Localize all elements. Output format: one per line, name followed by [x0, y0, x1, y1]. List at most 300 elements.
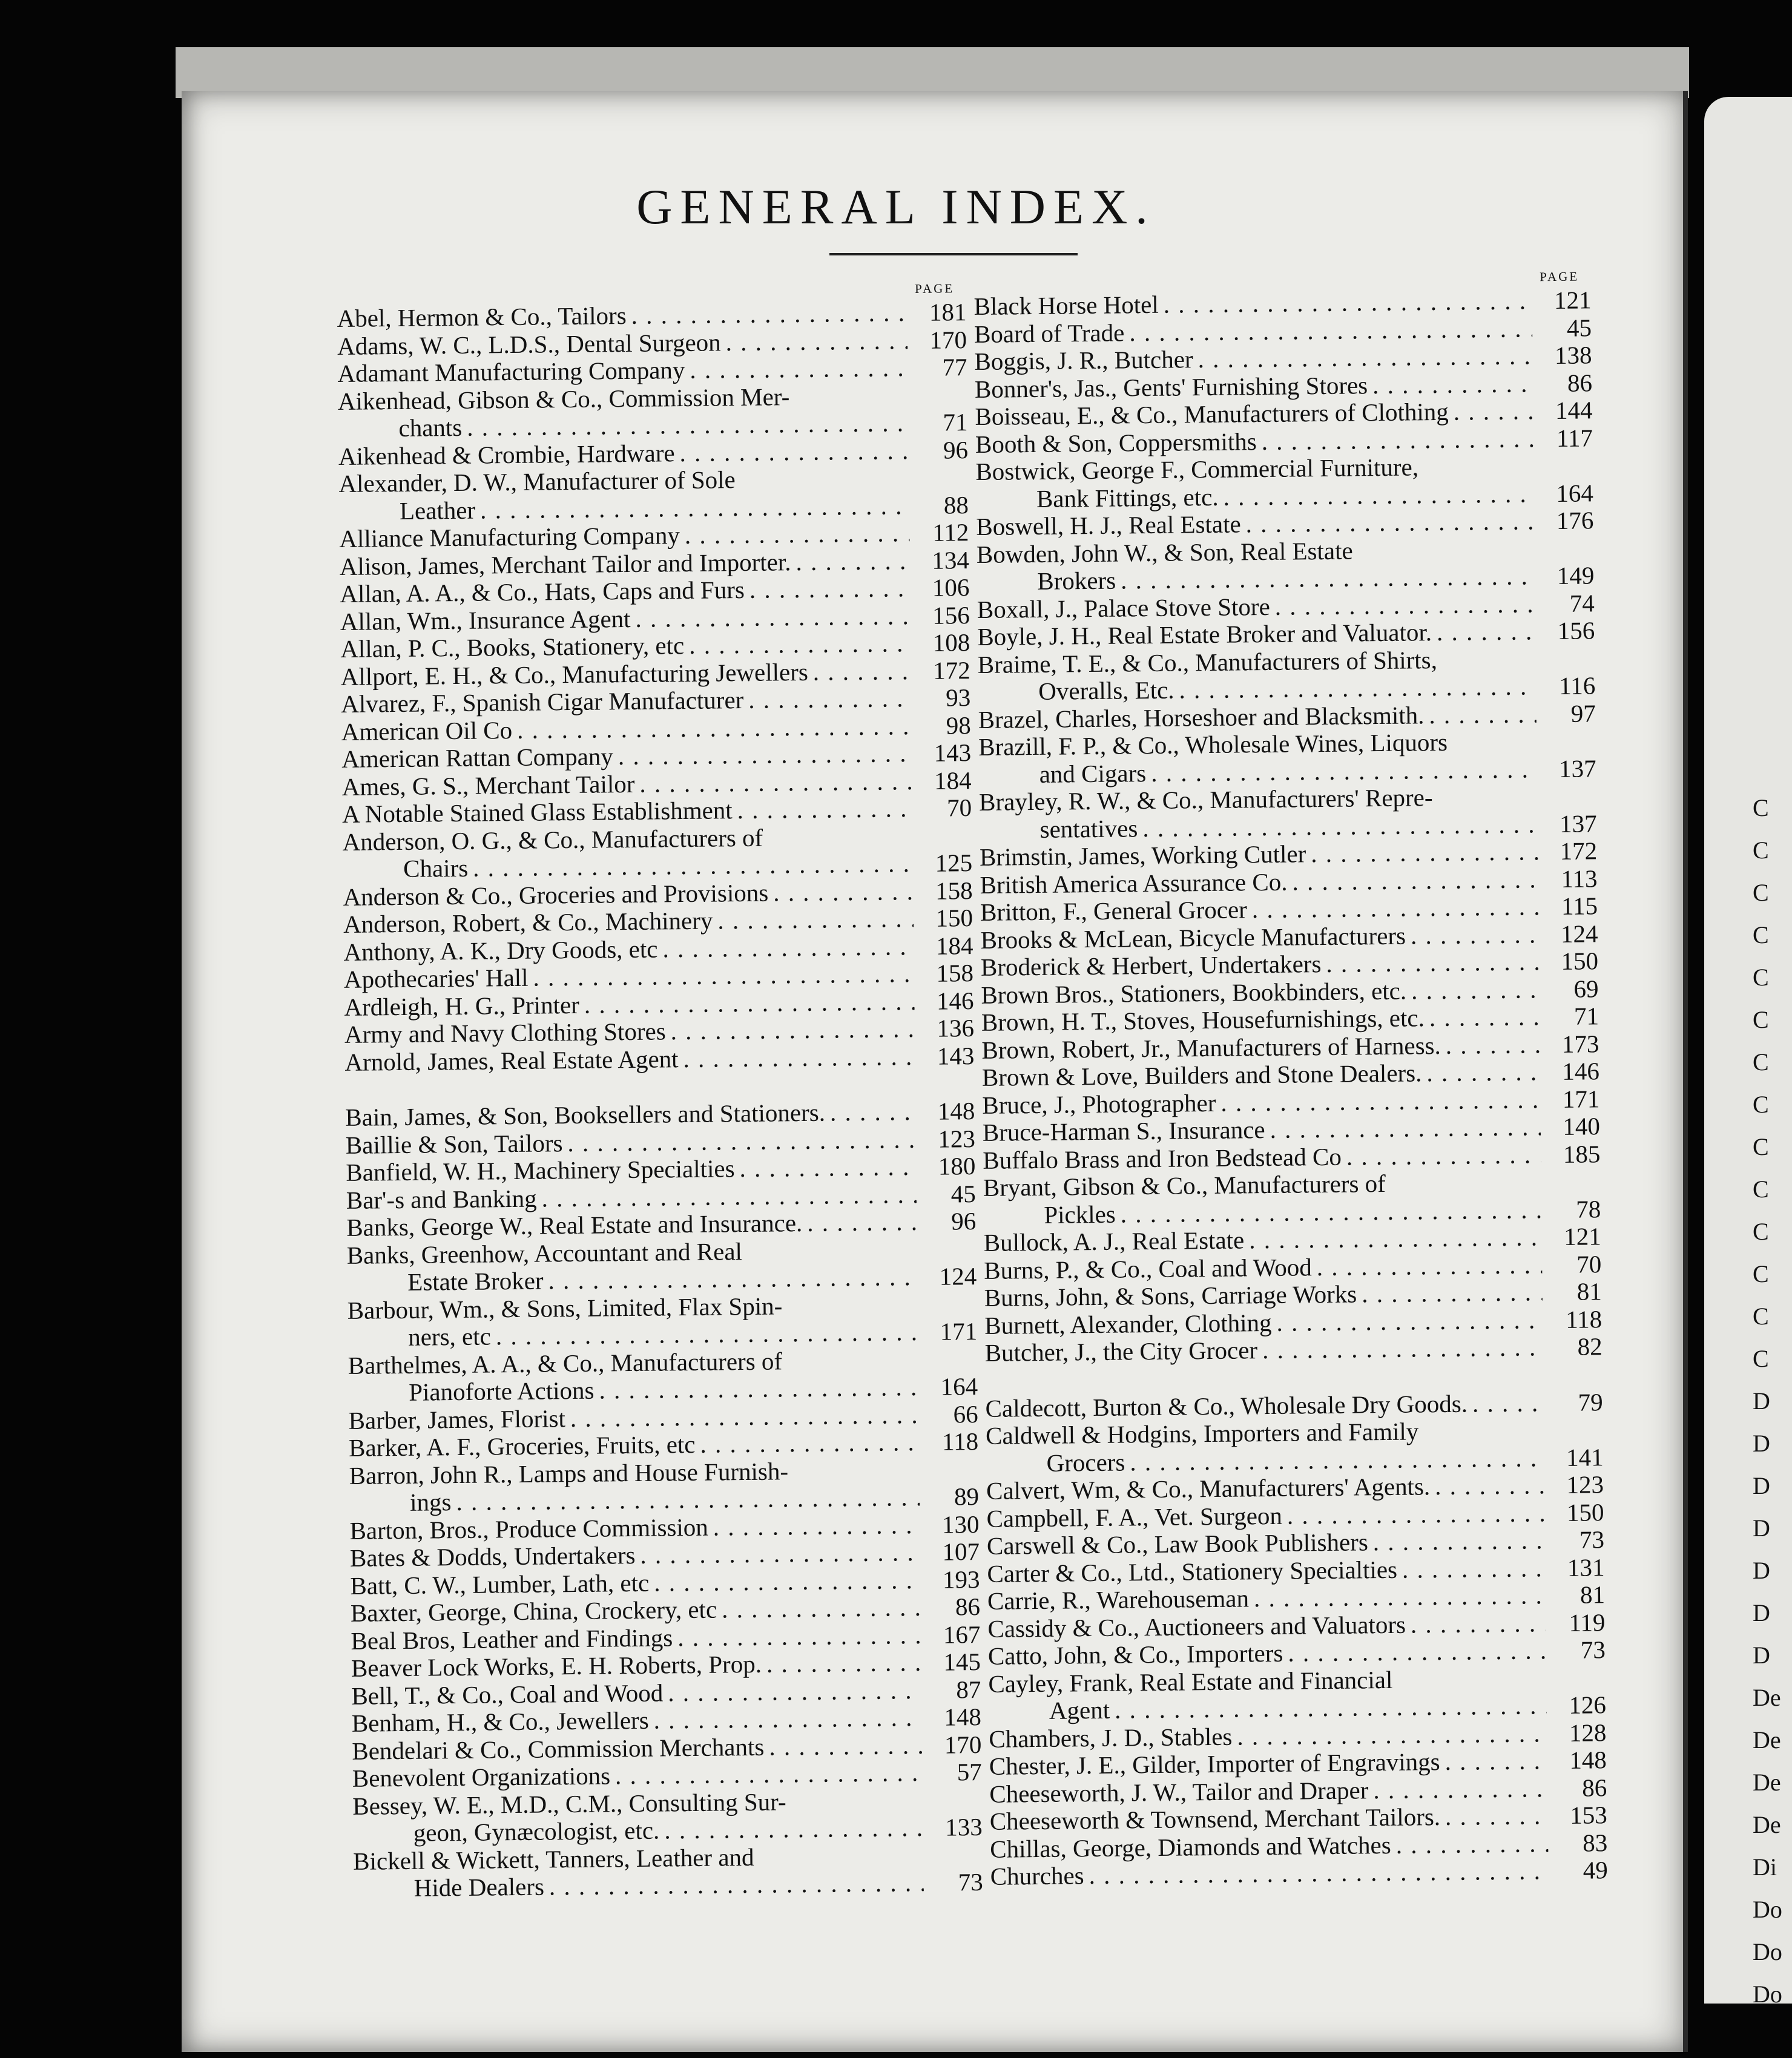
entry-text: Ames, G. S., Merchant Tailor	[341, 769, 635, 801]
leader-dots	[1444, 1747, 1547, 1775]
index-entry	[338, 464, 969, 525]
entry-page-number: 45	[1566, 313, 1592, 342]
entry-text: geon, Gynæcologist, etc.	[413, 1816, 660, 1847]
facing-page-letter: D	[1753, 1514, 1770, 1542]
entry-text: Army and Navy Clothing Stores	[344, 1017, 666, 1048]
leader-dots	[653, 1704, 922, 1734]
leader-dots	[599, 1373, 918, 1404]
leader-dots	[1292, 866, 1538, 896]
entry-text: Bonner's, Jas., Gents' Furnishing Stores	[974, 370, 1368, 403]
entry-text: Bruce, J., Photographer	[982, 1088, 1216, 1119]
leader-dots	[1275, 590, 1535, 620]
leader-dots	[1252, 893, 1539, 923]
entry-page-number: 82	[1577, 1332, 1603, 1361]
entry-text: Anderson, O. G., & Co., Manufacturers of	[342, 823, 763, 856]
entry-page-number: 71	[1573, 1002, 1599, 1030]
entry-text: Baillie & Son, Tailors	[345, 1128, 563, 1159]
leader-dots	[1411, 976, 1540, 1005]
entry-text: American Rattan Company	[341, 742, 614, 773]
leader-dots	[796, 547, 910, 576]
index-entry	[983, 1168, 1601, 1229]
leader-dots	[1130, 1444, 1544, 1476]
entry-text: Anderson & Co., Groceries and Provisions	[343, 878, 769, 911]
entry-page-number: 115	[1561, 892, 1598, 920]
entry-page-number: 123	[938, 1124, 976, 1153]
entry-text: Caldwell & Hodgins, Importers and Family	[985, 1417, 1419, 1450]
leader-dots	[1411, 1609, 1546, 1639]
leader-dots	[635, 602, 911, 633]
index-column-left	[337, 278, 983, 1902]
leader-dots	[1261, 425, 1533, 455]
entry-page-number: 86	[1582, 1773, 1607, 1802]
entry-page-number: 153	[1570, 1801, 1607, 1829]
entry-page-number: 93	[945, 683, 971, 712]
facing-page-letter: C	[1753, 1218, 1769, 1245]
leader-dots	[1472, 1389, 1544, 1418]
entry-page-number: 128	[1569, 1718, 1607, 1747]
entry-text: Bruce-Harman S., Insurance	[982, 1116, 1265, 1146]
facing-page-letter: D	[1753, 1472, 1770, 1499]
entry-text: Hide Dealers	[413, 1872, 545, 1902]
entry-page-number: 156	[932, 600, 970, 630]
leader-dots	[773, 878, 914, 907]
entry-text: Churches	[990, 1861, 1084, 1890]
entry-text: Allan, A. A., & Co., Hats, Caps and Furs	[340, 575, 745, 608]
entry-text: Alliance Manufacturing Company	[339, 521, 680, 553]
entry-page-number: 176	[1556, 506, 1594, 534]
entry-page-number: 73	[1580, 1636, 1606, 1664]
entry-text: Cayley, Frank, Real Estate and Financial	[988, 1665, 1393, 1698]
entry-text: Bank Fittings, etc.	[1036, 482, 1219, 513]
facing-page-letter: D	[1753, 1430, 1770, 1457]
leader-dots	[1346, 1141, 1541, 1171]
entry-text: Brooks & McLean, Bicycle Manufacturers	[980, 921, 1406, 954]
leader-dots	[1395, 1830, 1548, 1859]
entry-page-number: 123	[1566, 1470, 1604, 1499]
entry-page-number: 57	[957, 1757, 983, 1786]
entry-page-number: 171	[1562, 1084, 1600, 1113]
leader-dots	[496, 1318, 918, 1350]
entry-text: Beal Bros, Leather and Findings	[351, 1623, 673, 1655]
entry-text: Barton, Bros., Produce Commission	[349, 1513, 708, 1545]
entry-page-number: 171	[940, 1317, 978, 1346]
entry-text: Boyle, J. H., Real Estate Broker and Valuator.	[977, 618, 1432, 651]
leader-dots	[1179, 672, 1536, 704]
entry-text: Boswell, H. J., Real Estate	[976, 510, 1241, 541]
index-entry	[978, 727, 1596, 789]
entry-text: Batt, C. W., Lumber, Lath, etc	[350, 1568, 650, 1600]
leader-dots	[1326, 948, 1539, 978]
index-entry	[988, 1664, 1606, 1726]
entry-text: Beaver Lock Works, E. H. Roberts, Prop.	[351, 1649, 762, 1682]
entry-text: Brown Bros., Stationers, Bookbinders, etc.	[981, 976, 1407, 1009]
entry-page-number: 49	[1583, 1856, 1608, 1884]
facing-page-letter: D	[1753, 1387, 1770, 1415]
leader-dots	[456, 1484, 920, 1516]
entry-page-number: 143	[937, 1041, 975, 1070]
index-entry	[347, 1235, 977, 1297]
leader-dots	[1089, 1857, 1549, 1889]
leader-dots	[1288, 1637, 1546, 1667]
entry-page-number: 170	[929, 325, 967, 354]
leader-dots	[631, 299, 907, 329]
entry-text: Abel, Hermon & Co., Tailors	[337, 301, 627, 332]
entry-text: Board of Trade	[973, 318, 1125, 348]
index-entry	[342, 822, 972, 884]
entry-text: Brayley, R. W., & Co., Manufacturers' Repre-	[978, 783, 1433, 816]
entry-text: Bowden, John W., & Son, Real Estate	[976, 536, 1353, 568]
leader-dots	[668, 1677, 922, 1707]
index-entry	[349, 1456, 979, 1517]
entry-page-number: 124	[939, 1262, 977, 1290]
leader-dots	[1429, 1003, 1540, 1031]
entry-text: Chairs	[403, 853, 469, 883]
entry-page-number: 79	[1578, 1387, 1603, 1416]
leader-dots	[567, 1126, 916, 1157]
entry-text: Bullock, A. J., Real Estate	[983, 1226, 1245, 1257]
facing-page-letter: D	[1753, 1557, 1770, 1584]
entry-page-number: 158	[935, 876, 973, 905]
entry-text: Benham, H., & Co., Jewellers	[351, 1706, 649, 1737]
entry-page-number: 184	[934, 766, 972, 795]
entry-page-number: 180	[938, 1152, 976, 1180]
leader-dots	[1445, 1802, 1548, 1830]
entry-page-number: 193	[942, 1565, 980, 1594]
page-title: GENERAL INDEX.	[636, 179, 1156, 234]
leader-dots	[1220, 1086, 1540, 1117]
leader-dots	[533, 960, 914, 991]
entry-page-number: 81	[1576, 1277, 1602, 1306]
entry-page-number: 125	[935, 849, 973, 877]
entry-page-number: 97	[1570, 699, 1596, 728]
leader-dots	[662, 933, 914, 963]
entry-page-number: 107	[942, 1537, 980, 1566]
entry-text: Butcher, J., the City Grocer	[984, 1336, 1258, 1367]
leader-dots	[541, 1181, 917, 1212]
entry-text: Calvert, Wm, & Co., Manufacturers' Agents.	[986, 1472, 1431, 1505]
entry-text: Agent	[1049, 1695, 1110, 1724]
entry-text: Bostwick, George F., Commercial Furniture,	[975, 453, 1419, 485]
entry-text: Brown, H. T., Stoves, Housefurnishings, etc.	[981, 1004, 1425, 1036]
leader-dots	[1142, 810, 1538, 842]
facing-page-letter: De	[1753, 1684, 1781, 1711]
entry-text: Boggis, J. R., Butcher	[974, 345, 1193, 375]
entry-page-number: 88	[943, 490, 969, 519]
entry-text: Brimstin, James, Working Cutler	[979, 840, 1306, 871]
leader-dots	[618, 740, 912, 771]
entry-text: Black Horse Hotel	[973, 290, 1159, 320]
entry-page-number: 86	[955, 1592, 981, 1621]
entry-page-number: 74	[1569, 588, 1595, 617]
entry-page-number: 70	[1576, 1249, 1602, 1278]
entry-page-number: 86	[1567, 368, 1593, 397]
leader-dots	[749, 574, 911, 603]
entry-text: Baxter, George, China, Crockery, etc	[350, 1595, 717, 1627]
index-entry	[348, 1346, 978, 1407]
entry-text: Chambers, J. D., Stables	[989, 1722, 1233, 1753]
entry-text: Caldecott, Burton & Co., Wholesale Dry Goods.	[985, 1389, 1468, 1422]
entry-text: Boisseau, E., & Co., Manufacturers of Clothing	[975, 397, 1449, 430]
entry-page-number: 70	[946, 794, 972, 822]
index-entry	[348, 1290, 978, 1352]
leader-dots	[1151, 755, 1537, 787]
entry-text: Brown, Robert, Jr., Manufacturers of Harness.	[981, 1031, 1441, 1064]
entry-page-number: 149	[1556, 561, 1595, 590]
entry-text: Adams, W. C., L.D.S., Dental Surgeon	[337, 327, 721, 360]
entry-text: Anthony, A. K., Dry Goods, etc	[343, 935, 658, 966]
entry-text: Pickles	[1044, 1200, 1116, 1229]
leader-dots	[713, 1511, 920, 1541]
entry-text: Barthelmes, A. A., & Co., Manufacturers of	[348, 1346, 783, 1379]
entry-page-number: 137	[1558, 754, 1596, 783]
entry-text: Britton, F., General Grocer	[980, 895, 1248, 926]
leader-dots	[1317, 1251, 1543, 1281]
index-entry	[975, 452, 1593, 513]
entry-page-number: 150	[1566, 1497, 1604, 1527]
entry-page-number: 118	[941, 1427, 979, 1456]
leader-dots	[517, 712, 912, 744]
entry-page-number: 150	[935, 904, 973, 932]
facing-page-letter: C	[1753, 837, 1769, 864]
leader-dots	[664, 1814, 923, 1844]
leader-dots	[1311, 838, 1538, 867]
facing-page-letter: C	[1753, 1133, 1769, 1160]
entry-page-number: 143	[934, 738, 972, 767]
facing-page-letter: Do	[1753, 1938, 1782, 1965]
leader-dots	[1373, 1775, 1547, 1804]
entry-text: Allport, E. H., & Co., Manufacturing Jewellers	[340, 657, 808, 691]
entry-text: Estate Broker	[407, 1266, 544, 1296]
leader-dots	[1437, 617, 1536, 646]
entry-text: Burns, John, & Sons, Carriage Works	[984, 1280, 1357, 1312]
entry-page-number: 119	[1569, 1608, 1606, 1637]
entry-page-number: 141	[1566, 1442, 1604, 1471]
facing-page-letter: D	[1753, 1642, 1770, 1669]
entry-text: Alvarez, F., Spanish Cigar Manufacturer	[341, 685, 744, 718]
entry-page-number: 146	[936, 986, 974, 1015]
index-entry	[977, 534, 1595, 596]
leader-dots	[1249, 1223, 1542, 1254]
facing-page-letter: Do	[1753, 1896, 1782, 1923]
facing-page-letter: C	[1753, 1175, 1769, 1203]
leader-dots	[1121, 562, 1535, 594]
entry-page-number: 121	[1553, 286, 1592, 314]
leader-dots	[1362, 1278, 1543, 1308]
facing-page-letters	[1753, 787, 1789, 2016]
entry-page-number: 106	[932, 573, 970, 602]
facing-page-letter: C	[1753, 1303, 1769, 1330]
entry-page-number: 116	[1558, 671, 1596, 700]
leader-dots	[549, 1869, 924, 1901]
leader-dots	[739, 1153, 916, 1183]
entry-page-number: 148	[944, 1702, 982, 1731]
entry-page-number: 164	[1556, 478, 1594, 507]
leader-dots	[1426, 1058, 1540, 1087]
entry-page-number: 131	[1567, 1553, 1605, 1582]
index-entry	[978, 645, 1596, 706]
entry-page-number: 173	[1561, 1029, 1599, 1058]
entry-page-number: 121	[1563, 1222, 1601, 1251]
entry-text: Bessey, W. E., M.D., C.M., Consulting Sur-	[352, 1787, 786, 1820]
entry-text: Burns, P., & Co., Coal and Wood	[984, 1252, 1312, 1284]
facing-page-letter: C	[1753, 1260, 1769, 1287]
entry-page-number: 167	[943, 1620, 981, 1649]
leader-dots	[685, 519, 910, 549]
entry-page-number: 108	[932, 628, 970, 657]
leader-dots	[1254, 1582, 1546, 1613]
leader-dots	[725, 327, 908, 357]
entry-page-number: 87	[956, 1675, 981, 1703]
entry-page-number: 96	[951, 1207, 977, 1235]
entry-text: Chester, J. E., Gilder, Importer of Engravings	[989, 1747, 1440, 1780]
entry-page-number: 181	[929, 298, 967, 326]
entry-text: Chillas, George, Diamonds and Watches	[990, 1830, 1391, 1863]
entry-text: Overalls, Etc.	[1038, 676, 1174, 705]
leader-dots	[1276, 1306, 1543, 1336]
leader-dots	[717, 905, 914, 935]
entry-text: Bar'-s and Banking	[346, 1184, 537, 1214]
leader-dots	[480, 492, 909, 524]
entry-text: Carter & Co., Ltd., Stationery Specialties	[987, 1555, 1398, 1588]
leader-dots	[1435, 1471, 1544, 1500]
entry-page-number: 83	[1582, 1828, 1608, 1857]
facing-page-letter: C	[1753, 1006, 1769, 1033]
leader-dots	[1223, 480, 1534, 511]
entry-text: and Cigars	[1039, 758, 1147, 788]
facing-page-letter: Do	[1753, 1981, 1782, 2008]
leader-dots	[679, 437, 909, 467]
facing-page-letter: De	[1753, 1769, 1781, 1796]
leader-dots	[1129, 315, 1532, 346]
leader-dots	[548, 1263, 917, 1295]
entry-page-number: 69	[1573, 974, 1599, 1003]
entry-page-number: 78	[1576, 1194, 1601, 1223]
leader-dots	[1270, 1113, 1541, 1143]
leader-dots	[700, 1428, 919, 1458]
entry-text: Anderson, Robert, & Co., Machinery	[343, 906, 713, 938]
facing-page-letter: C	[1753, 921, 1769, 948]
entry-page-number: 134	[932, 545, 970, 574]
entry-text: Ardleigh, H. G., Printer	[344, 990, 580, 1021]
index-entry	[352, 1786, 983, 1847]
leader-dots	[1373, 1527, 1546, 1556]
title-rule	[829, 253, 1078, 255]
index-column-right	[973, 266, 1608, 1890]
leader-dots	[467, 409, 909, 441]
entry-page-number: 133	[945, 1812, 983, 1841]
entry-page-number: 45	[950, 1179, 977, 1208]
entry-text: Bryant, Gibson & Co., Manufacturers of	[983, 1169, 1386, 1202]
leader-dots	[813, 657, 911, 686]
leader-dots	[722, 1594, 921, 1623]
entry-page-number: 126	[1569, 1691, 1607, 1719]
entry-text: Carswell & Co., Law Book Publishers	[986, 1528, 1369, 1560]
leader-dots	[639, 768, 912, 798]
entry-text: Bates & Dodds, Undertakers	[349, 1540, 636, 1572]
leader-dots	[748, 685, 911, 714]
entry-page-number: 81	[1580, 1580, 1606, 1609]
entry-text: Brazill, F. P., & Co., Wholesale Wines, Liquors	[978, 728, 1448, 761]
entry-page-number: 73	[958, 1867, 983, 1896]
leader-dots	[1197, 342, 1532, 373]
leader-dots	[689, 630, 911, 659]
leader-dots	[1245, 507, 1534, 538]
facing-page-letter: C	[1753, 1091, 1769, 1118]
entry-page-number: 118	[1565, 1304, 1603, 1333]
leader-dots	[1446, 1031, 1540, 1059]
entry-text: Bell, T., & Co., Coal and Wood	[351, 1678, 664, 1710]
leader-dots	[1121, 1196, 1542, 1228]
entry-text: Adamant Manufacturing Company	[337, 355, 685, 387]
entry-text: Cassidy & Co., Auctioneers and Valuators	[987, 1610, 1406, 1643]
entry-page-number: 96	[943, 435, 969, 464]
facing-page-letter: C	[1753, 1345, 1769, 1372]
entry-page-number: 148	[937, 1097, 975, 1125]
leader-dots	[830, 1098, 916, 1126]
entry-text: chants	[398, 413, 463, 442]
entry-text: Grocers	[1046, 1447, 1125, 1477]
leader-dots	[1402, 1554, 1546, 1583]
entry-text: Brazel, Charles, Horseshoer and Blacksmith.	[978, 700, 1425, 734]
facing-page-letter: De	[1753, 1811, 1781, 1838]
entry-text: Booth & Son, Coppersmiths	[975, 427, 1257, 458]
entry-text: ings	[409, 1488, 452, 1516]
facing-page-letter: C	[1753, 1048, 1769, 1076]
leader-dots	[640, 1539, 920, 1569]
leader-dots	[1262, 1333, 1543, 1364]
entry-text: Aikenhead & Crombie, Hardware	[338, 438, 675, 470]
entry-text: Banfield, W. H., Machinery Specialties	[346, 1154, 735, 1186]
index-entry	[338, 381, 968, 443]
entry-text: Buffalo Brass and Iron Bedstead Co	[983, 1142, 1342, 1174]
entry-page-number: 130	[941, 1510, 980, 1539]
entry-page-number: 138	[1554, 341, 1592, 369]
leader-dots	[615, 1759, 923, 1790]
entry-text: Banks, Greenhow, Accountant and Real	[346, 1237, 743, 1269]
entry-page-number: 124	[1560, 919, 1598, 948]
entry-text: Broderick & Herbert, Undertakers	[980, 950, 1322, 981]
entry-text: Leather	[399, 496, 476, 525]
entry-page-number: 156	[1557, 616, 1595, 645]
entry-page-number: 172	[1560, 837, 1598, 865]
entry-text: Barron, John R., Lamps and House Furnish-	[349, 1456, 789, 1490]
entry-text: Bickell & Wickett, Tanners, Leather and	[353, 1843, 754, 1875]
entry-page-number: 136	[937, 1014, 975, 1042]
entry-text: Aikenhead, Gibson & Co., Commission Mer-	[337, 382, 790, 415]
page-column-header: PAGE	[915, 281, 955, 296]
leader-dots	[584, 988, 915, 1019]
entry-page-number: 146	[1562, 1057, 1600, 1085]
leader-dots	[737, 795, 912, 824]
leader-dots	[473, 850, 913, 882]
entry-text: A Notable Stained Glass Establishment	[341, 796, 733, 828]
index-entry	[979, 782, 1597, 844]
index-entry	[353, 1841, 983, 1902]
entry-text: sentatives	[1039, 814, 1138, 843]
entry-text: Carrie, R., Warehouseman	[987, 1584, 1250, 1615]
facing-page-letter: D	[1753, 1599, 1770, 1626]
entry-text: British America Assurance Co.	[980, 867, 1288, 899]
facing-page-letter: C	[1753, 964, 1769, 991]
leader-dots	[683, 1043, 915, 1073]
leader-dots	[677, 1622, 921, 1652]
entry-page-number: 164	[940, 1372, 978, 1401]
entry-page-number: 77	[942, 353, 967, 381]
entry-text: Braime, T. E., & Co., Manufacturers of Shirts,	[977, 645, 1438, 679]
entry-page-number: 170	[944, 1730, 982, 1759]
entry-text: Benevolent Organizations	[352, 1761, 611, 1792]
entry-text: Burnett, Alexander, Clothing	[984, 1308, 1272, 1340]
